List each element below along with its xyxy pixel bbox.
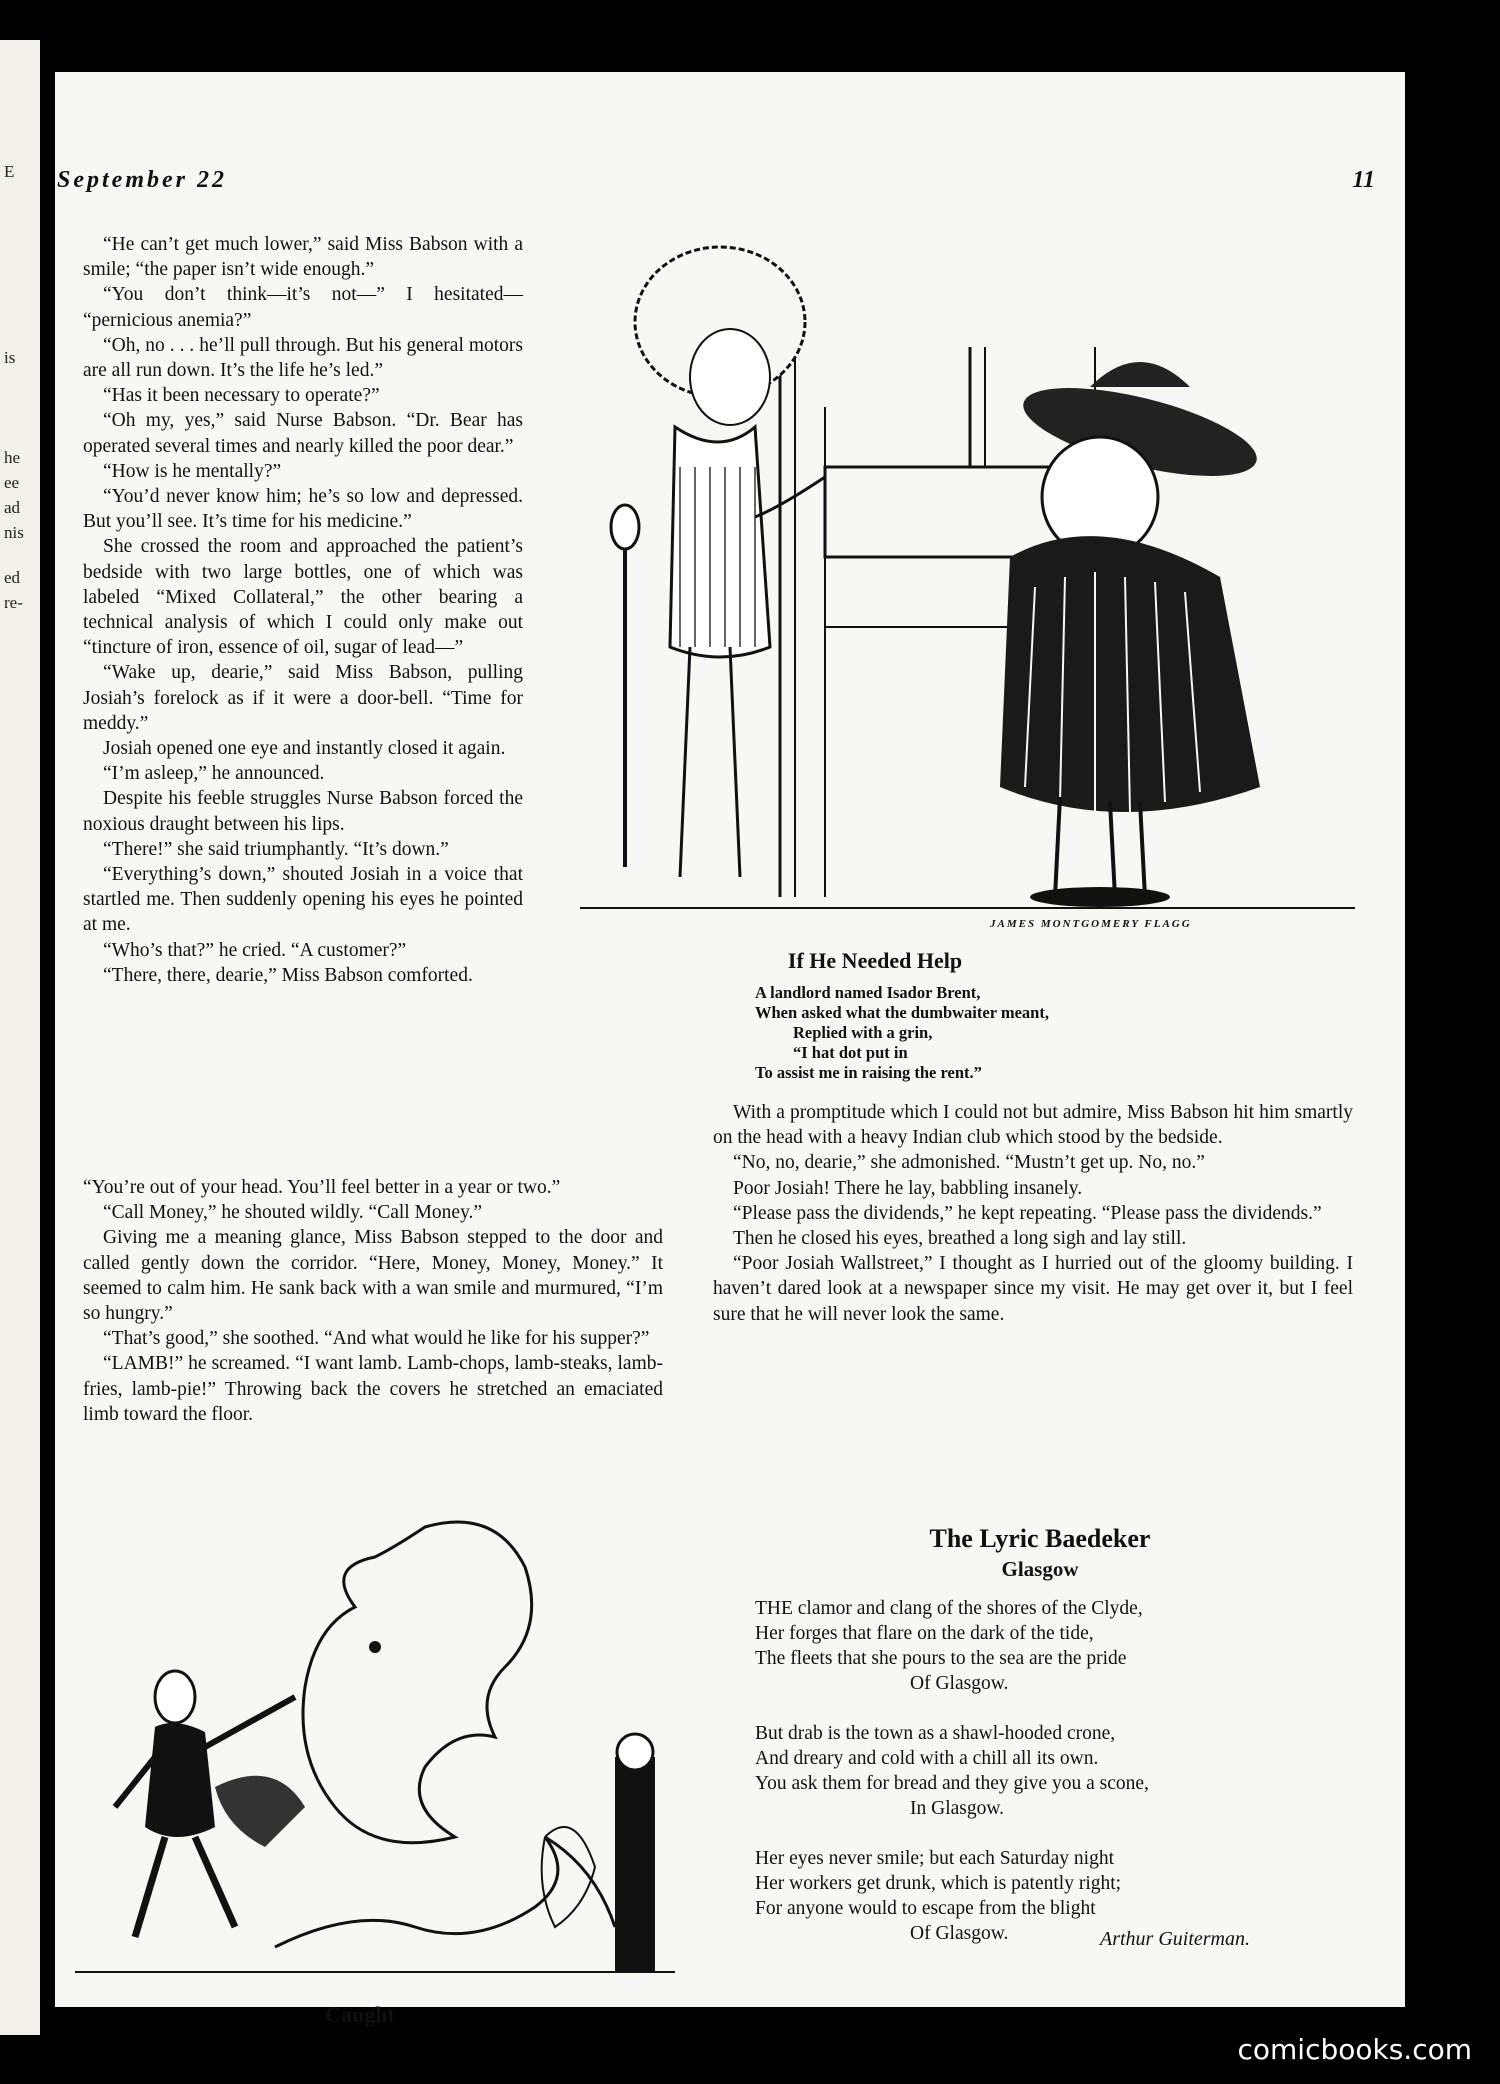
page-number: 11: [1352, 167, 1375, 193]
paragraph: Poor Josiah! There he lay, babbling insanely.: [733, 1177, 1083, 1199]
prev-page-fragment: ee: [4, 473, 20, 492]
poem-subtitle: Glasgow: [1001, 1557, 1079, 1581]
paragraph: “No, no, dearie,” she admonished. “Mustn’t get up. No, no.”: [733, 1152, 1205, 1174]
prev-page-fragment: he: [4, 448, 21, 467]
prev-page-fragment: ad: [4, 498, 21, 517]
paragraph: “He can’t get much lower,” said Miss Babson with a smile; “the paper isn’t wide enough.”: [83, 234, 523, 281]
paragraph: “That’s good,” she soothed. “And what would he like for his supper?”: [103, 1328, 650, 1350]
limerick-line: “I hat dot put in: [793, 1043, 908, 1062]
poem-line: THE clamor and clang of the shores of the Clyde,: [755, 1598, 1143, 1619]
prev-page-fragment: re-: [4, 593, 23, 612]
poem-line: In Glasgow.: [910, 1798, 1005, 1819]
paragraph: Despite his feeble struggles Nurse Babson forced the noxious draught between his lips.: [83, 788, 523, 835]
limerick-line: A landlord named Isador Brent,: [755, 983, 981, 1002]
limerick-line: When asked what the dumbwaiter meant,: [755, 1003, 1049, 1022]
prev-page-fragment: E: [4, 162, 15, 181]
poem-body: [755, 1596, 1149, 1971]
paragraph: “You’re out of your head. You’ll feel better in a year or two.”: [83, 1177, 561, 1198]
poem-author: Arthur Guiterman.: [1100, 1928, 1250, 1950]
paragraph: “Oh, no . . . he’ll pull through. But his general motors are all run down. It’s the life he’s led.”: [83, 334, 523, 382]
landlord-illustration: [580, 227, 1355, 907]
paragraph: “You don’t think—it’s not—” I hesitated— “pernicious anemia?”: [83, 284, 523, 331]
prev-page-fragment: ed: [4, 568, 21, 587]
site-watermark: comicbooks.com: [1237, 2033, 1472, 2066]
poem-stanza: [755, 1846, 1149, 1946]
poem-line: And dreary and cold with a chill all its own.: [755, 1748, 1099, 1769]
caught-cartoon: [75, 1507, 685, 1992]
paragraph: “Oh my, yes,” said Nurse Babson. “Dr. Bear has operated several times and nearly killed the poor dear.”: [83, 410, 523, 457]
paragraph: “Poor Josiah Wallstreet,” I thought as I hurried out of the gloomy building. I haven’t dared look at a newspaper since my visit. He may get over it, but I feel sure that he will never look the same.: [713, 1253, 1353, 1325]
artist-signature: JAMES MONTGOMERY FLAGG: [990, 918, 1192, 930]
poem-stanza: [755, 1596, 1149, 1696]
prev-page-fragment: nis: [4, 523, 24, 542]
poem-line: But drab is the town as a shawl-hooded crone,: [755, 1723, 1116, 1744]
previous-page-edge: [0, 40, 40, 2035]
right-column: [713, 1100, 1353, 1327]
limerick-line: To assist me in raising the rent.”: [755, 1063, 982, 1082]
poem-line: The fleets that she pours to the sea are the pride: [755, 1648, 1127, 1669]
poem-line: For anyone would to escape from the blight: [755, 1898, 1096, 1919]
paragraph: She crossed the room and approached the patient’s bedside with two large bottles, one of which was labeled “Mixed Collateral,” the other bearing a technical analysis of which I could only make out “tincture of iron, essence of oil, sugar of lead—”: [83, 536, 523, 659]
magazine-page: [55, 72, 1405, 2027]
cartoon-title: If He Needed Help: [787, 948, 963, 973]
poem-line: Her forges that flare on the dark of the tide,: [755, 1623, 1094, 1644]
paragraph: “How is he mentally?”: [103, 460, 282, 482]
poem-stanza: [755, 1721, 1149, 1821]
poem-title: The Lyric Baedeker: [929, 1524, 1151, 1553]
cartoon-caption: Caught: [325, 2002, 395, 2027]
poem-line: Of Glasgow.: [910, 1923, 1009, 1944]
prev-page-fragment: is: [4, 348, 16, 367]
caught-illustration: [75, 1507, 685, 1992]
paragraph: “There!” she said triumphantly. “It’s down.”: [103, 838, 449, 860]
page-date: September 22: [57, 167, 227, 193]
paragraph: Giving me a meaning glance, Miss Babson stepped to the door and called gently down the corridor. “Here, Money, Money, Money.” It seemed to calm him. He sank back with a wan smile and murmured, “I’m so hungry.”: [83, 1227, 663, 1325]
paragraph: Josiah opened one eye and instantly closed it again.: [103, 738, 506, 760]
left-column: [83, 232, 523, 988]
left-column-continued: [83, 1175, 663, 1427]
limerick: [755, 983, 1049, 1083]
paragraph: “Has it been necessary to operate?”: [103, 385, 380, 407]
poem-line: Her workers get drunk, which is patently right;: [755, 1873, 1122, 1894]
paragraph: “Everything’s down,” shouted Josiah in a voice that startled me. Then suddenly opening his eyes he pointed at me.: [83, 864, 523, 936]
landlord-cartoon: [580, 227, 1355, 909]
paragraph: “Who’s that?” he cried. “A customer?”: [103, 939, 407, 961]
paragraph: “LAMB!” he screamed. “I want lamb. Lamb-chops, lamb-steaks, lamb-fries, lamb-pie!” Throwing back the covers he stretched an emaciated limb toward the floor.: [83, 1353, 663, 1425]
paragraph: Then he closed his eyes, breathed a long sigh and lay still.: [733, 1228, 1187, 1250]
paragraph: “Wake up, dearie,” said Miss Babson, pulling Josiah’s forelock as if it were a door-bell. “Time for meddy.”: [83, 662, 523, 734]
paragraph: “Please pass the dividends,” he kept repeating. “Please pass the dividends.”: [733, 1202, 1322, 1224]
paragraph: “Call Money,” he shouted wildly. “Call Money.”: [103, 1202, 483, 1224]
limerick-line: Replied with a grin,: [793, 1023, 933, 1042]
poem-line: You ask them for bread and they give you a scone,: [755, 1773, 1149, 1794]
paragraph: With a promptitude which I could not but admire, Miss Babson hit him smartly on the head with a heavy Indian club which stood by the bedside.: [713, 1102, 1353, 1149]
poem-line: Her eyes never smile; but each Saturday night: [755, 1848, 1115, 1869]
paragraph: “I’m asleep,” he announced.: [103, 763, 325, 785]
poem-line: Of Glasgow.: [910, 1673, 1009, 1694]
paragraph: “You’d never know him; he’s so low and depressed. But you’ll see. It’s time for his medicine.”: [83, 486, 523, 533]
paragraph: “There, there, dearie,” Miss Babson comforted.: [103, 964, 473, 986]
